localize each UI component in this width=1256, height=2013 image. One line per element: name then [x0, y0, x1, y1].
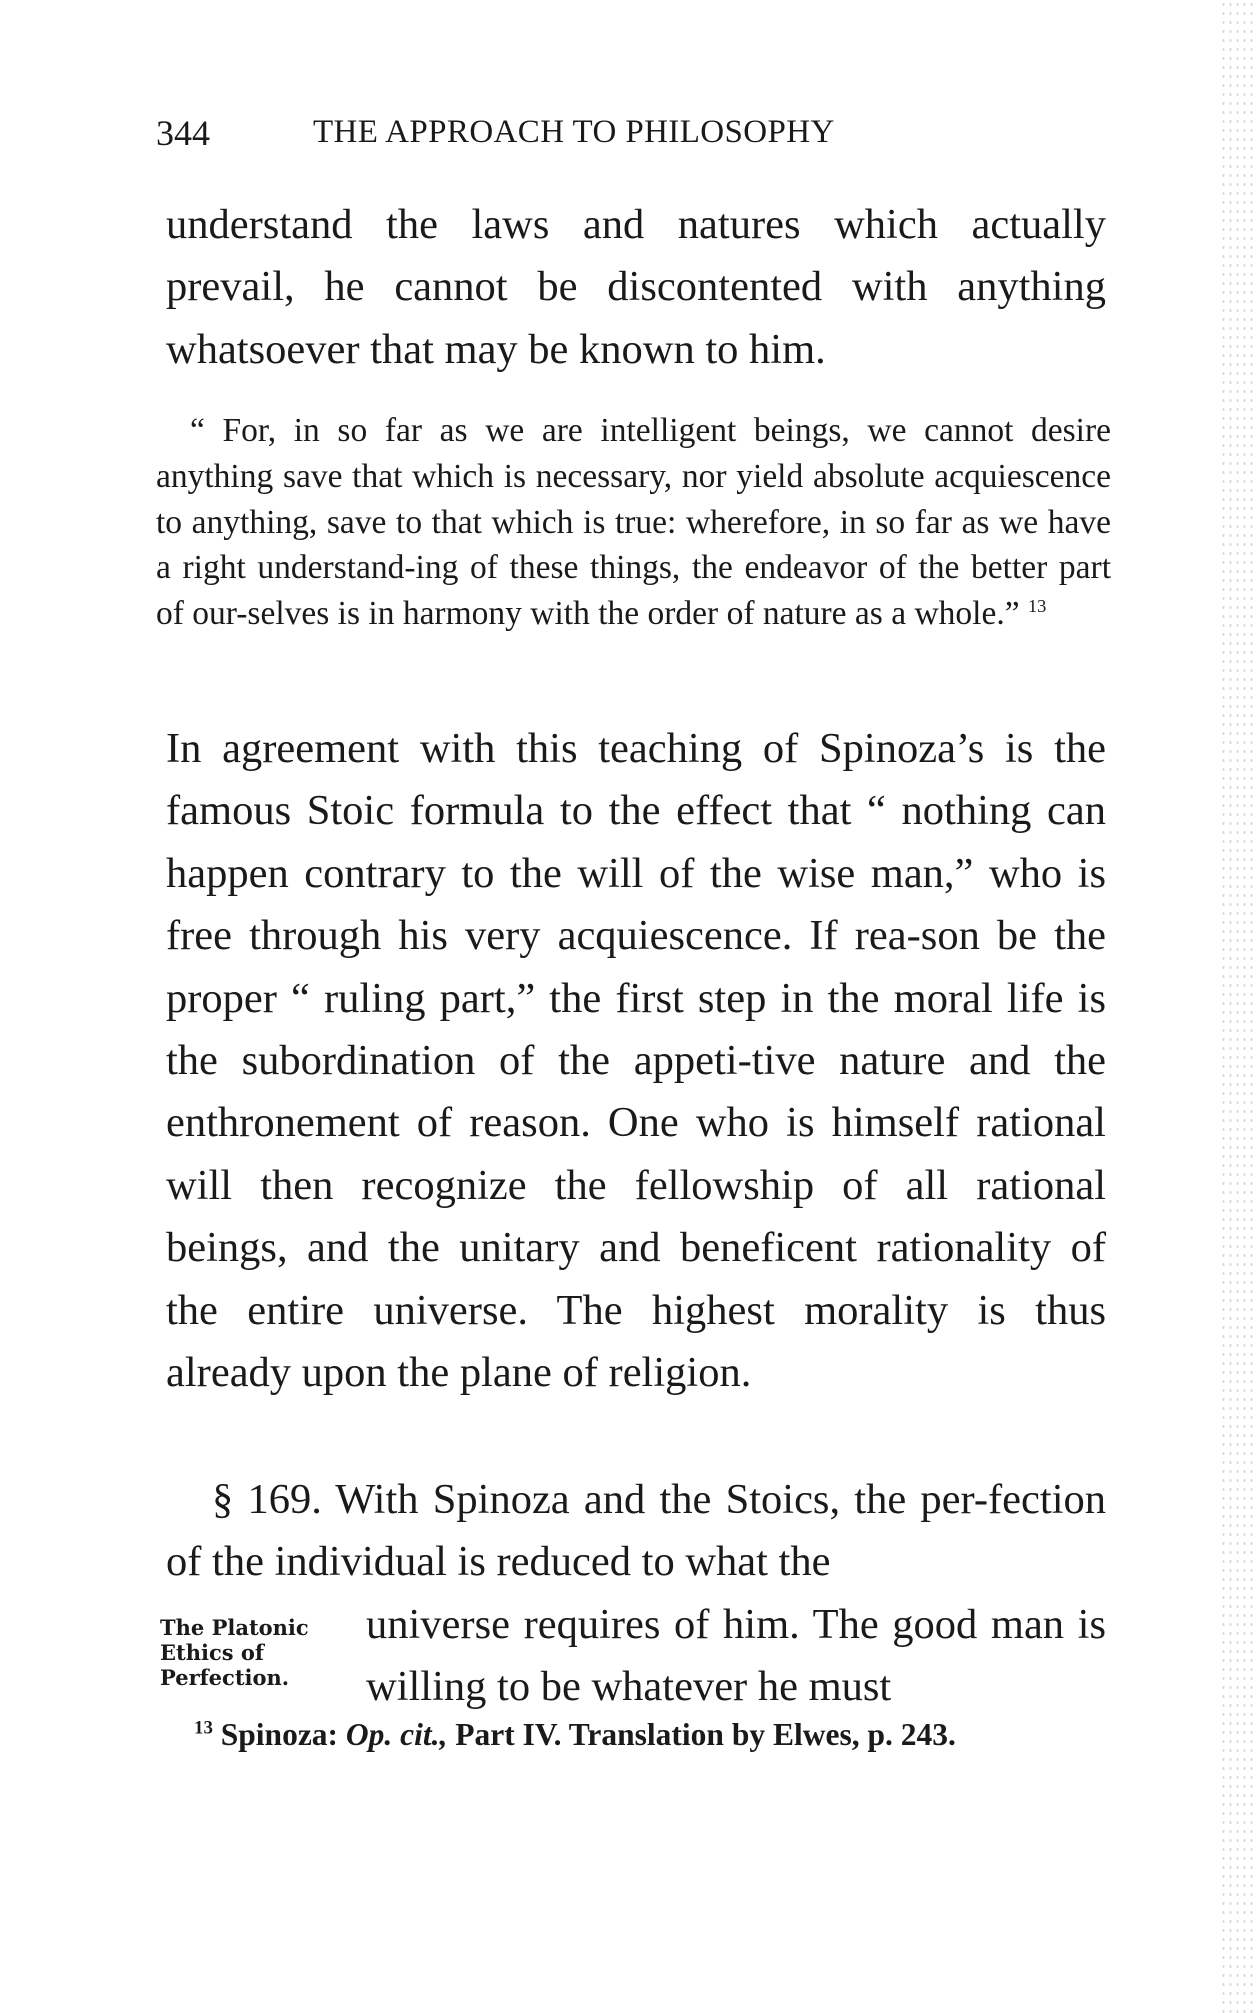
- paragraph-3-continued: universe requires of him. The good man is willing to be whatever he must: [366, 1601, 1106, 1711]
- block-quote: [156, 408, 1111, 637]
- footnote-author: Spinoza:: [220, 1717, 339, 1752]
- paragraph-2: In agreement with this teaching of Spinoza’s is the famous Stoic formula to the effect that “ nothing can happen contrary to the will of the wise man,” who is free through his very acquiescence. If rea-son be the proper “ ruling part,” the first step in the moral life is the subordination of the appeti-tive nature and the enthronement of reason. One who is himself rational will then recognize the fellowship of all rational beings, and the unitary and beneficent rationality of the entire universe. The highest morality is thus already upon the plane of religion.: [166, 725, 1106, 1397]
- running-title: THE APPROACH TO PHILOSOPHY: [313, 114, 835, 150]
- footnote-work: Op. cit.,: [345, 1717, 448, 1752]
- page-edge-texture: [1220, 0, 1256, 2013]
- margin-note-line-2: Ethics of: [160, 1640, 264, 1665]
- margin-note-line-3: Perfection.: [160, 1665, 290, 1690]
- running-header: [156, 112, 1106, 162]
- margin-note: [160, 1615, 360, 1690]
- block-quote-text: “ For, in so far as we are intelligent beings, we cannot desire anything save that which is necessary, nor yield absolute acquiescence to anything, save to that which is true: wherefore, in so far as we have a right understand-ing of these things, the endeavor of the better part of our-selves is in harmony with the order of nature as a whole.”: [156, 412, 1111, 633]
- footnote-rest: Part IV. Translation by Elwes, p. 243.: [455, 1717, 956, 1752]
- page-number: 344: [156, 113, 210, 153]
- paragraph-1: understand the laws and natures which actually prevail, he cannot be discontented with anything whatsoever that may be known to him.: [166, 201, 1106, 373]
- footnote-13: [160, 1712, 1110, 1758]
- footnote-ref-13: 13: [1027, 596, 1047, 617]
- margin-note-line-1: The Platonic: [160, 1615, 309, 1640]
- paragraph-3-start: § 169. With Spinoza and the Stoics, the per-fection of the individual is reduced to what the: [166, 1476, 1106, 1586]
- footnote-number: 13: [194, 1717, 213, 1739]
